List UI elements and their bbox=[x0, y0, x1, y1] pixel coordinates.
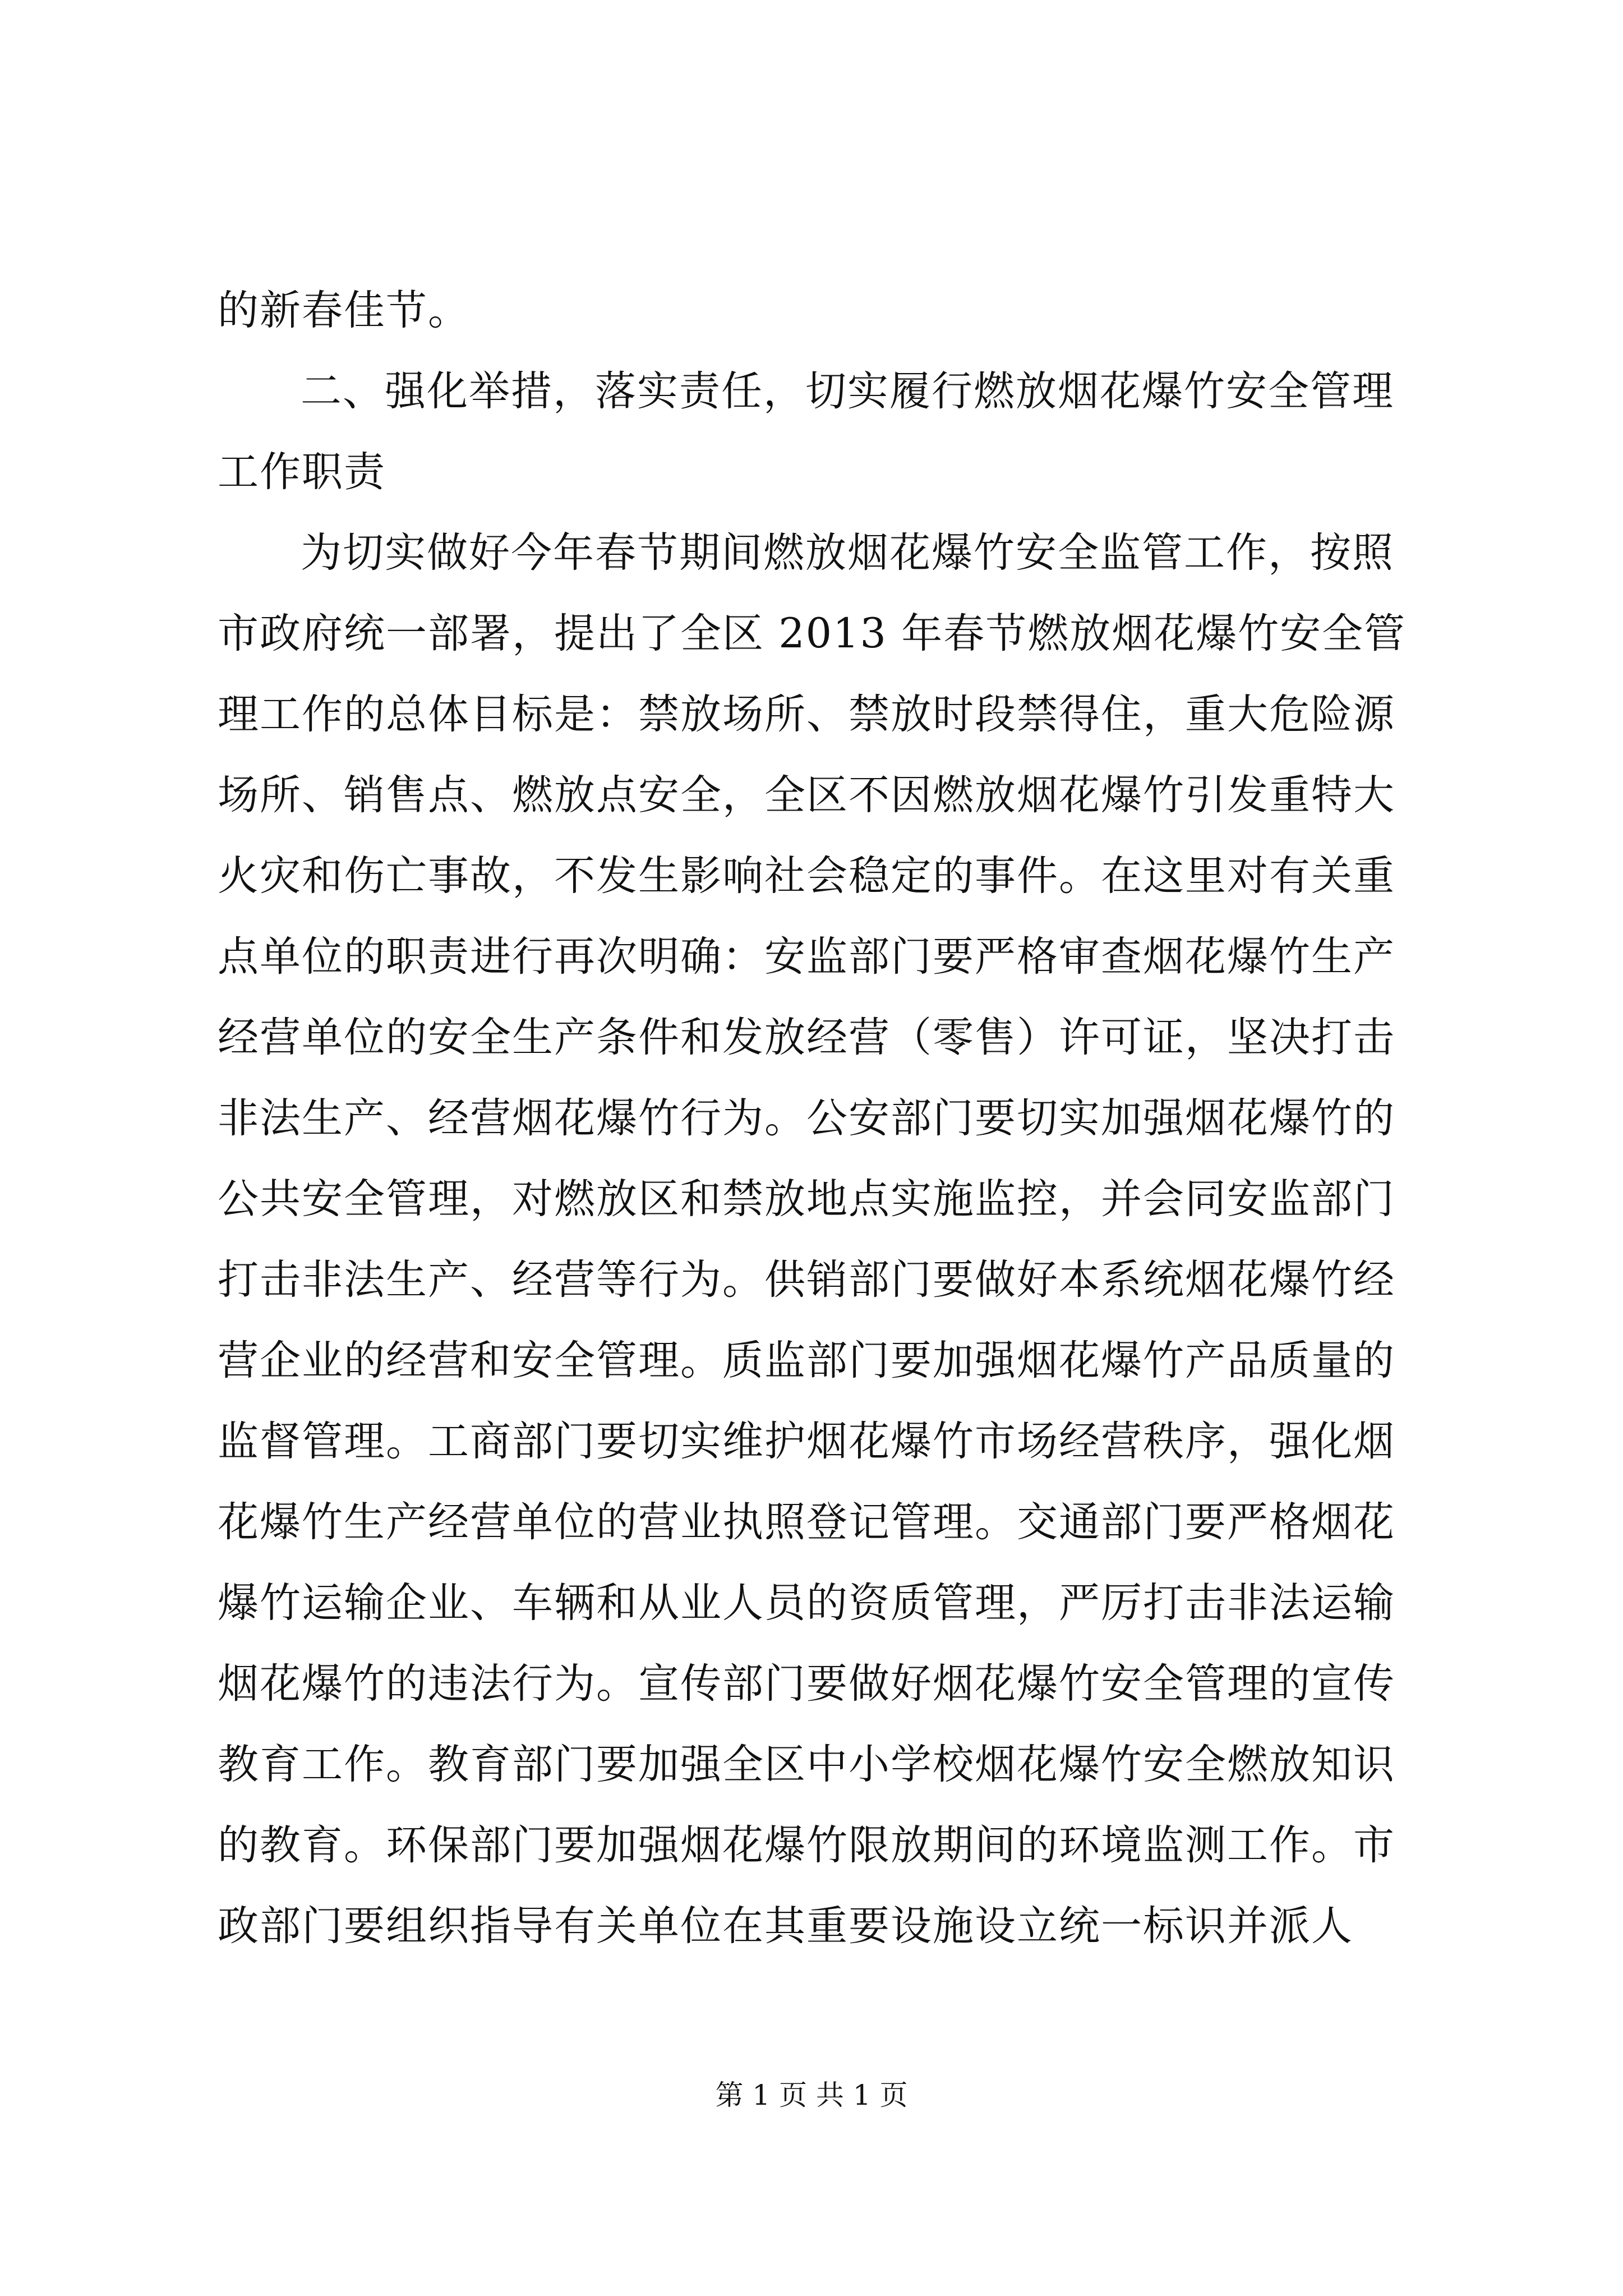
text-line: 为切实做好今年春节期间燃放烟花爆竹安全监管工作，按照 bbox=[301, 529, 1394, 577]
document-body bbox=[218, 270, 1412, 1967]
text-line: 点单位的职责进行再次明确：安监部门要严格审查烟花爆竹生产 bbox=[218, 933, 1395, 981]
text-line: 经营单位的安全生产条件和发放经营（零售）许可证，坚决打击 bbox=[218, 1014, 1395, 1061]
text-line: 的教育。环保部门要加强烟花爆竹限放期间的环境监测工作。市 bbox=[218, 1821, 1395, 1869]
text-line: 火灾和伤亡事故，不发生影响社会稳定的事件。在这里对有关重 bbox=[218, 852, 1395, 900]
text-line: 市政府统一部署，提出了全区 2013 年春节燃放烟花爆竹安全管 bbox=[218, 610, 1407, 657]
text-line: 理工作的总体目标是：禁放场所、禁放时段禁得住，重大危险源 bbox=[218, 691, 1395, 738]
text-line: 场所、销售点、燃放点安全，全区不因燃放烟花爆竹引发重特大 bbox=[218, 771, 1395, 819]
text-line: 非法生产、经营烟花爆竹行为。公安部门要切实加强烟花爆竹的 bbox=[218, 1094, 1395, 1142]
text-line: 爆竹运输企业、车辆和从业人员的资质管理，严厉打击非法运输 bbox=[218, 1579, 1395, 1627]
text-line: 烟花爆竹的违法行为。宣传部门要做好烟花爆竹安全管理的宣传 bbox=[218, 1660, 1395, 1708]
text-line: 政部门要组织指导有关单位在其重要设施设立统一标识并派人 bbox=[218, 1902, 1353, 1950]
text-line: 监督管理。工商部门要切实维护烟花爆竹市场经营秩序，强化烟 bbox=[218, 1418, 1395, 1465]
text-line: 公共安全管理，对燃放区和禁放地点实施监控，并会同安监部门 bbox=[218, 1175, 1395, 1223]
section-heading-line: 工作职责 bbox=[218, 448, 386, 496]
section-heading-line: 二、强化举措，落实责任，切实履行燃放烟花爆竹安全管理 bbox=[301, 367, 1394, 415]
page-number: 第 1 页 共 1 页 bbox=[715, 2079, 908, 2111]
text-line: 营企业的经营和安全管理。质监部门要加强烟花爆竹产品质量的 bbox=[218, 1337, 1395, 1384]
page-footer bbox=[0, 2076, 1623, 2115]
text-line: 的新春佳节。 bbox=[218, 287, 470, 334]
text-line: 打击非法生产、经营等行为。供销部门要做好本系统烟花爆竹经 bbox=[218, 1256, 1395, 1304]
text-line: 花爆竹生产经营单位的营业执照登记管理。交通部门要严格烟花 bbox=[218, 1498, 1395, 1546]
text-line: 教育工作。教育部门要加强全区中小学校烟花爆竹安全燃放知识 bbox=[218, 1741, 1395, 1788]
